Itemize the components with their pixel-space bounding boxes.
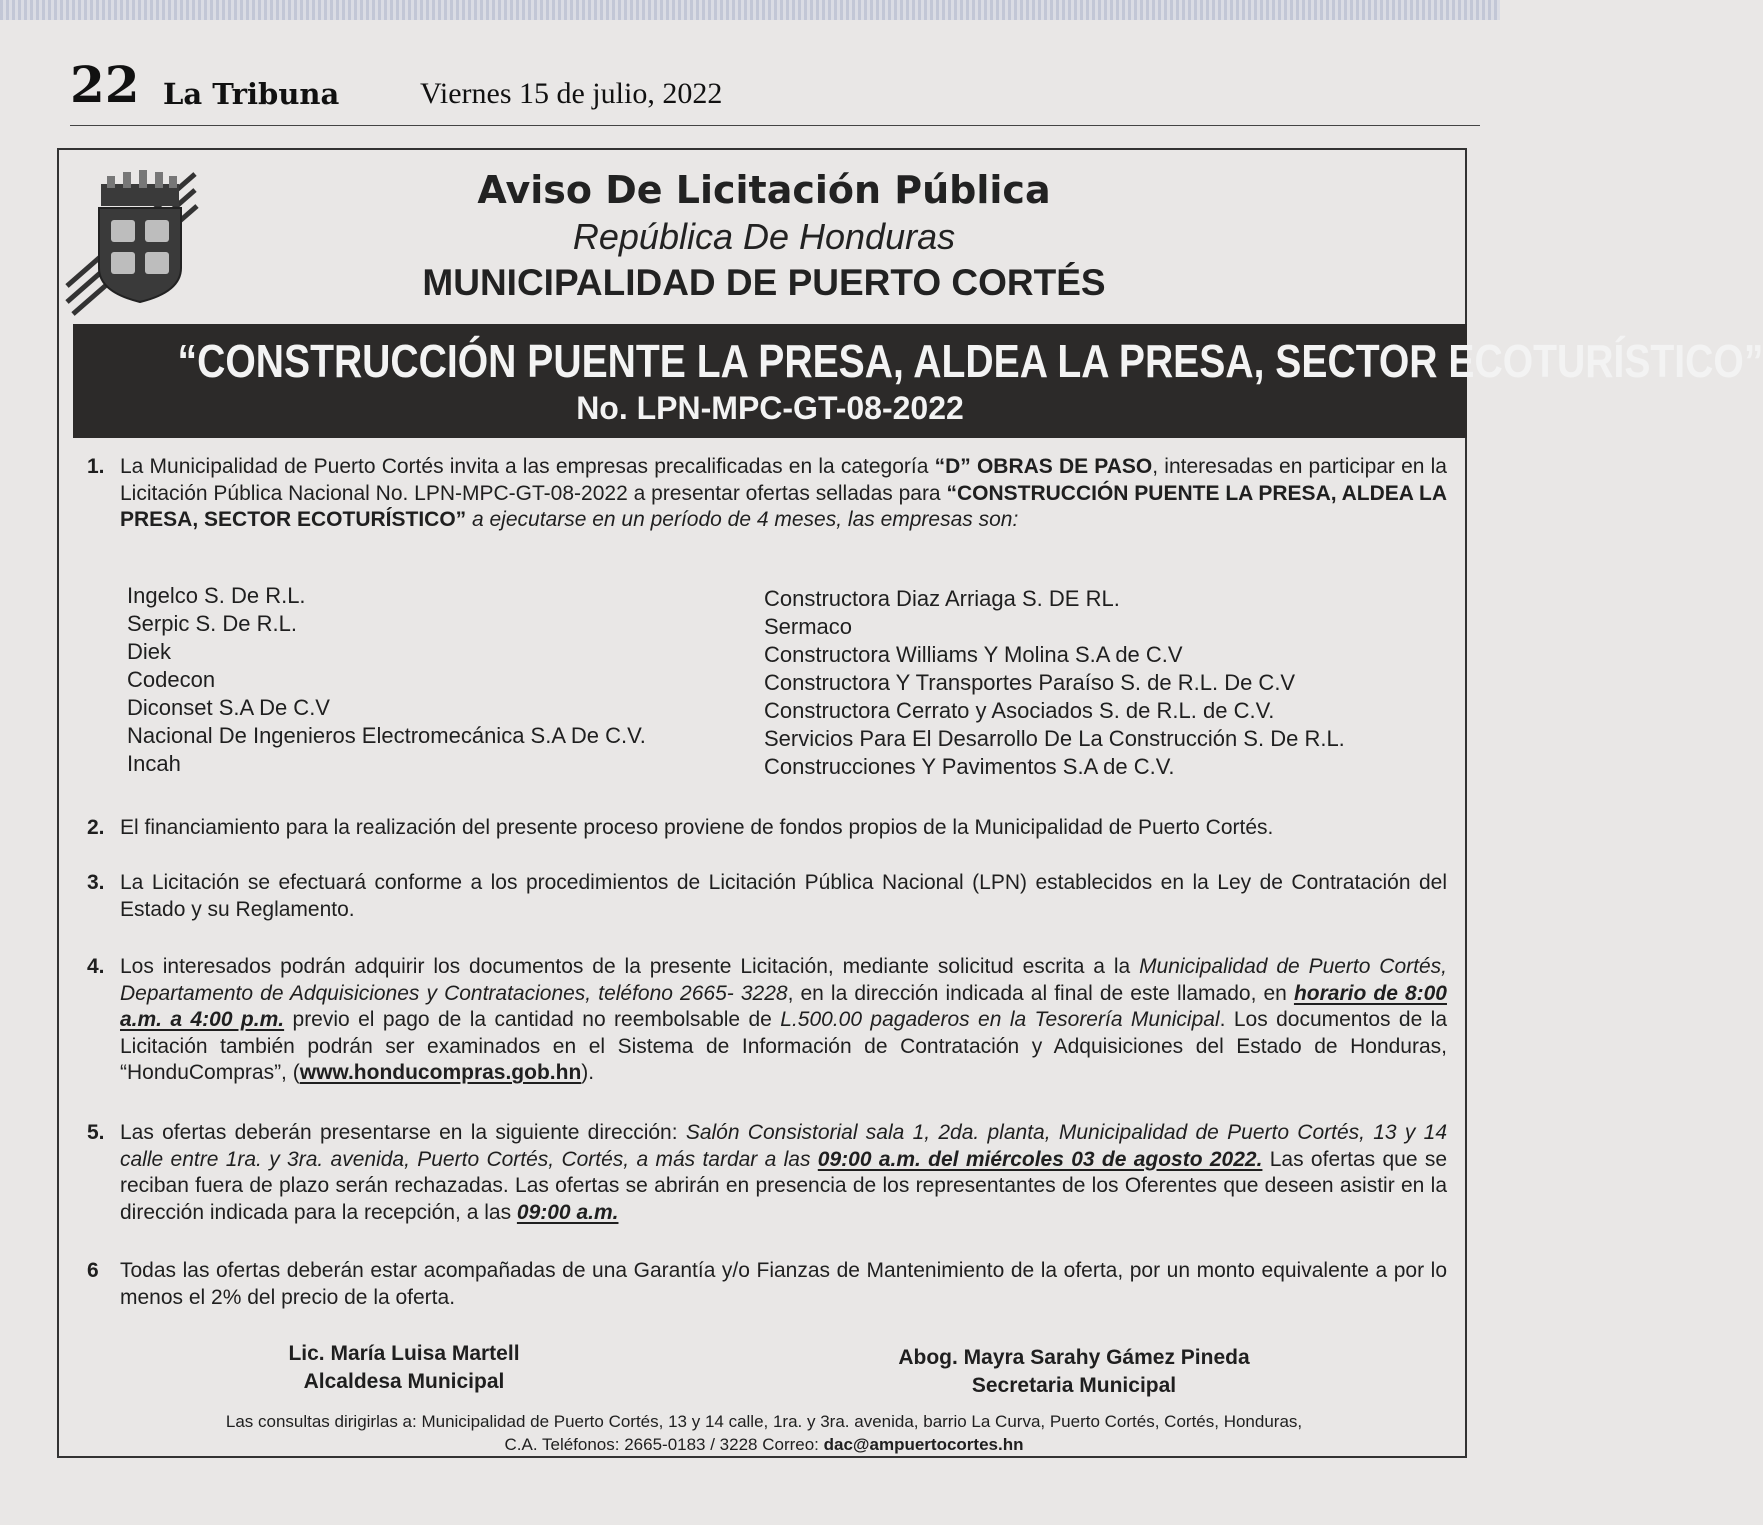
clause-number: 4. (87, 955, 105, 978)
project-banner (73, 324, 1763, 438)
clause-2 (87, 815, 1447, 842)
clause-text: Las ofertas deberán presentarse en la siguiente dirección: Salón Consistorial sala 1, 2da. planta, Municipalidad de Puerto Cortés, 13 y 14 calle entre 1ra. y 3ra. avenida, Puerto Cortés, Cortés, a más tardar a las 09:00 a.m. del miércoles 03 de agosto 2022. Las ofertas que se reciban fuera de plazo serán rechazadas. Las ofertas se abrirán en presencia de los representantes de los Oferentes que deseen asistir en la dirección indicada para la recepción, a las 09:00 a.m. (120, 1121, 1447, 1224)
newspaper-masthead (70, 55, 1480, 126)
clause-text: La Municipalidad de Puerto Cortés invita a las empresas precalificadas en la categoría “D” OBRAS DE PASO, interesadas en participar en la Licitación Pública Nacional No. LPN-MPC-GT-08-2022 a presentar ofertas selladas para “CONSTRUCCIÓN PUENTE LA PRESA, ALDEA LA PRESA, SECTOR ECOTURÍSTICO” a ejecutarse en un período de 4 meses, las empresas son: (120, 455, 1448, 531)
submission-deadline: 09:00 a.m. del miércoles 03 de agosto 2022. (817, 1147, 1263, 1171)
clause-6 (87, 1258, 1447, 1311)
signature-secretary (859, 1344, 1289, 1400)
top-print-strip (0, 0, 1500, 20)
country-name: República De Honduras (572, 216, 956, 257)
clause-number: 2. (87, 816, 105, 839)
clause-text: El financiamiento para la realización del presente proceso proviene de fondos propios de la Municipalidad de Puerto Cortés. (120, 816, 1274, 839)
list-item: Constructora Cerrato y Asociados S. de R.L. de C.V. (764, 698, 1275, 723)
company-list-left (127, 582, 646, 778)
contact-email[interactable]: dac@ampuertocortes.hn (823, 1435, 1024, 1454)
list-item: Ingelco S. De R.L. (127, 583, 306, 608)
clause-4 (87, 954, 1447, 1087)
signatory-role: Alcaldesa Municipal (303, 1370, 505, 1393)
footer-address: Las consultas dirigirlas a: Municipalidad de Puerto Cortés, 13 y 14 calle, 1ra. y 3ra. avenida, barrio La Curva, Puerto Cortés, Cortés, Honduras, (225, 1412, 1303, 1431)
signatory-role: Secretaria Municipal (971, 1374, 1177, 1397)
clause-number: 6 (87, 1259, 99, 1282)
honducompras-link[interactable]: www.honducompras.gob.hn (299, 1061, 582, 1084)
clause-number: 3. (87, 871, 105, 894)
list-item: Incah (127, 751, 181, 776)
list-item: Diek (127, 639, 172, 664)
list-item: Sermaco (764, 614, 853, 639)
clause-3 (87, 870, 1447, 923)
clause-number: 5. (87, 1121, 105, 1144)
list-item: Construcciones Y Pavimentos S.A de C.V. (764, 754, 1175, 779)
list-item: Nacional De Ingenieros Electromecánica S.A De C.V. (127, 723, 646, 748)
list-item: Constructora Diaz Arriaga S. DE RL. (764, 586, 1120, 611)
clause-5 (87, 1120, 1447, 1226)
clause-text: Todas las ofertas deberán estar acompañadas de una Garantía y/o Fianzas de Mantenimiento de la oferta, por un monto equivalente a por lo menos el 2% del precio de la oferta. (120, 1259, 1447, 1309)
list-item: Constructora Williams Y Molina S.A de C.V (764, 642, 1183, 667)
list-item: Codecon (127, 667, 216, 692)
notice-title: Aviso De Licitación Pública (477, 168, 1051, 212)
newspaper-name: La Tribuna (163, 77, 340, 111)
list-item: Constructora Y Transportes Paraíso S. de R.L. De C.V (764, 670, 1296, 695)
list-item: Serpic S. De R.L. (127, 611, 297, 636)
tender-notice (57, 148, 1763, 1458)
publication-date: Viernes 15 de julio, 2022 (420, 77, 723, 110)
clause-text: La Licitación se efectuará conforme a los procedimientos de Licitación Pública Nacional (LPN) establecidos en la Ley de Contratación del Estado y su Reglamento. (120, 871, 1447, 921)
footer-contact: C.A. Teléfonos: 2665-0183 / 3228 Correo: dac@ampuertocortes.hn (504, 1435, 1024, 1454)
project-title: “CONSTRUCCIÓN PUENTE LA PRESA, ALDEA LA PRESA, SECTOR ECOTURÍSTICO” (177, 335, 1763, 387)
tender-number: No. LPN-MPC-GT-08-2022 (576, 390, 964, 426)
opening-time: 09:00 a.m. (516, 1200, 619, 1224)
list-item: Servicios Para El Desarrollo De La Construcción S. De R.L. (764, 726, 1345, 751)
company-list-right (764, 585, 1345, 781)
list-item: Diconset S.A De C.V (127, 695, 330, 720)
signatory-name: Abog. Mayra Sarahy Gámez Pineda (898, 1346, 1250, 1369)
contact-footer (59, 1410, 1469, 1456)
clause-number: 1. (87, 455, 105, 478)
municipality-name: MUNICIPALIDAD DE PUERTO CORTÉS (422, 262, 1106, 303)
signatory-name: Lic. María Luisa Martell (288, 1342, 520, 1365)
clause-1 (87, 454, 1447, 534)
signature-mayor (219, 1340, 589, 1396)
clause-text: Los interesados podrán adquirir los documentos de la presente Licitación, mediante solicitud escrita a la Municipalidad de Puerto Cortés, Departamento de Adquisiciones y Contrataciones, teléfono 2665- 3228, en la dirección indicada al final de este llamado, en horario de 8:00 a.m. a 4:00 p.m. previo el pago de la cantidad no reembolsable de L.500.00 pagaderos en la Tesorería Municipal. Los documentos de la Licitación también podrán ser examinados en el Sistema de Información de Contratación y Adquisiciones del Estado de Honduras, “HonduCompras”, (www.honducompras.gob.hn). (120, 955, 1448, 1084)
office-hours: horario de 8:00 a.m. a 4:00 p.m. (120, 981, 1447, 1031)
page-number: 22 (70, 55, 140, 114)
